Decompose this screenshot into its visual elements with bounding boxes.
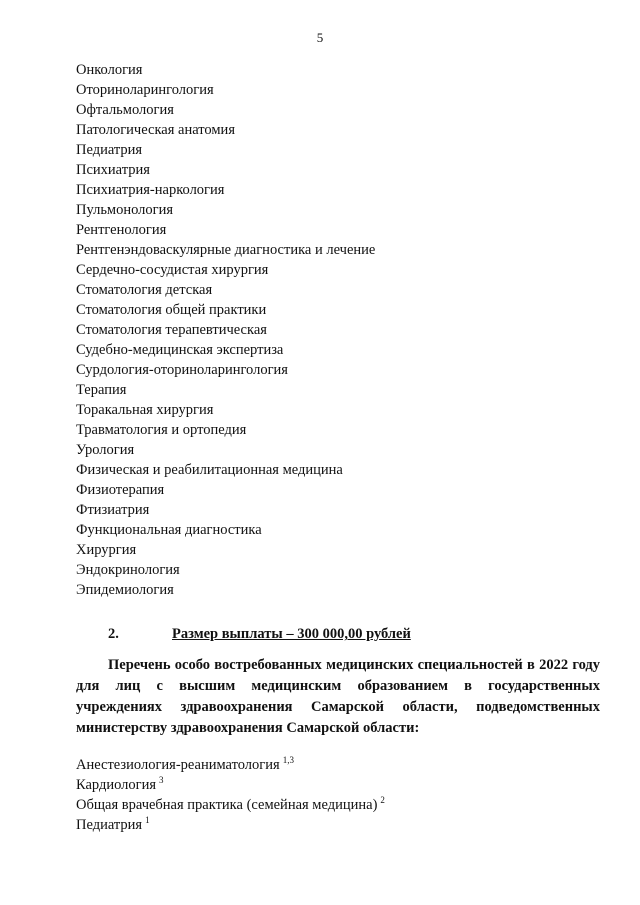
specialty-item: Онкология	[76, 62, 143, 78]
specialty-item: Офтальмология	[76, 102, 174, 118]
specialty-item: Терапия	[76, 382, 127, 398]
specialty-item: Физиотерапия	[76, 482, 165, 498]
specialty-name: Анестезиология-реаниматология	[76, 757, 280, 773]
specialty-name: Общая врачебная практика (семейная медицина)	[76, 797, 378, 813]
footnote-marker: 1,3	[282, 755, 294, 765]
specialty-item: Психиатрия-наркология	[76, 182, 225, 198]
specialties-list	[76, 60, 375, 600]
specialty-item: Рентгенэндоваскулярные диагностика и лечение	[76, 242, 376, 258]
specialty-item: Стоматология общей практики	[76, 302, 267, 318]
specialty-item: Стоматология терапевтическая	[76, 322, 267, 338]
section-specialties-list	[76, 755, 385, 835]
footnote-marker: 3	[159, 775, 164, 785]
page-number: 5	[316, 30, 324, 45]
footnote-marker: 2	[380, 795, 385, 805]
specialty-item: Сурдология-оториноларингология	[76, 362, 288, 378]
section-specialty-item	[76, 815, 385, 835]
section-specialty-item	[76, 775, 385, 795]
specialty-item: Психиатрия	[76, 162, 150, 178]
section-title: Размер выплаты – 300 000,00 рублей	[172, 626, 411, 642]
section-paragraph: Перечень особо востребованных медицинских специальностей в 2022 году для лиц с высшим медицинским образованием в государственных учреждениях здравоохранения Самарской области, подведомственных министерству здравоохранения Самарской области:	[76, 657, 600, 736]
specialty-item: Патологическая анатомия	[76, 122, 235, 138]
specialty-item: Пульмонология	[76, 202, 174, 218]
specialty-item: Эпидемиология	[76, 582, 174, 598]
footnote-marker: 1	[145, 815, 150, 825]
specialty-item: Урология	[76, 442, 135, 458]
section-specialty-item	[76, 795, 385, 815]
specialty-item: Педиатрия	[76, 142, 143, 158]
specialty-name: Кардиология	[76, 777, 157, 793]
specialty-item: Судебно-медицинская экспертиза	[76, 342, 284, 358]
specialty-item: Фтизиатрия	[76, 502, 150, 518]
specialty-item: Хирургия	[76, 542, 137, 558]
section-heading	[108, 626, 411, 643]
section-specialty-item	[76, 755, 385, 775]
specialty-item: Эндокринология	[76, 562, 180, 578]
specialty-item: Стоматология детская	[76, 282, 213, 298]
specialty-item: Травматология и ортопедия	[76, 422, 247, 438]
section-number: 2.	[108, 626, 119, 642]
specialty-item: Функциональная диагностика	[76, 522, 262, 538]
specialty-item: Рентгенология	[76, 222, 167, 238]
specialty-item: Торакальная хирургия	[76, 402, 214, 418]
specialty-item: Физическая и реабилитационная медицина	[76, 462, 343, 478]
specialty-item: Оториноларингология	[76, 82, 214, 98]
specialty-item: Сердечно-сосудистая хирургия	[76, 262, 269, 278]
specialty-name: Педиатрия	[76, 817, 143, 833]
